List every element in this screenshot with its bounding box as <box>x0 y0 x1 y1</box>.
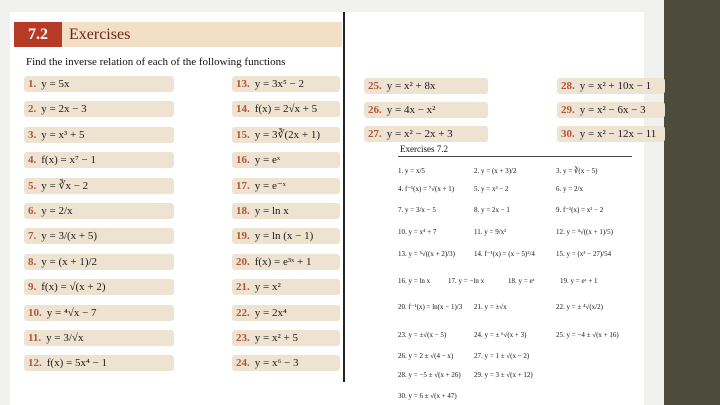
answer-item: 27. y = 1 ± √(x − 2) <box>474 352 530 360</box>
exercise-function: y = x² + 8x <box>386 80 436 92</box>
exercise-number: 8. <box>28 255 37 268</box>
answer-item: 8. y = 2x − 1 <box>474 206 510 214</box>
exercise-function: y = x² + 10x − 1 <box>579 80 652 92</box>
exercise-number: 21. <box>236 281 250 294</box>
answer-item: 9. f⁻¹(x) = x² − 2 <box>556 206 604 214</box>
exercise-item <box>232 254 340 270</box>
exercise-function: y = 3∛(2x + 1) <box>254 128 320 141</box>
exercise-item <box>232 178 340 194</box>
exercise-number: 28. <box>561 80 575 92</box>
exercise-function: y = ln (x − 1) <box>254 230 314 243</box>
exercise-item <box>557 126 665 142</box>
answer-item: 26. y = 2 ± √(4 − x) <box>398 352 454 360</box>
exercise-item <box>232 228 340 244</box>
answer-item: 17. y = −ln x <box>448 277 485 285</box>
exercise-item <box>232 355 340 371</box>
answer-item: 5. y = x³ − 2 <box>474 185 509 193</box>
exercise-function: f(x) = 5x⁴ − 1 <box>46 357 107 370</box>
answer-item: 18. y = eˣ <box>508 277 535 285</box>
exercise-item <box>364 126 488 142</box>
exercise-function: y = 2/x <box>41 205 73 217</box>
answer-item: 12. y = ⁴√((x + 1)/5) <box>556 228 613 236</box>
exercise-number: 17. <box>236 179 250 192</box>
instruction-text: Find the inverse relation of each of the following functions <box>26 56 286 68</box>
exercise-function: y = ∛x − 2 <box>41 179 89 192</box>
exercise-function: y = 3/√x <box>46 332 84 344</box>
answer-item: 29. y = 3 ± √(x + 12) <box>474 371 533 379</box>
exercise-number: 4. <box>28 154 37 167</box>
exercise-number: 5. <box>28 179 37 192</box>
exercise-number: 27. <box>368 128 382 140</box>
exercise-number: 11. <box>28 332 42 344</box>
answer-item: 24. y = ± ⁶√(x + 3) <box>474 331 527 339</box>
exercise-item <box>24 228 174 244</box>
exercise-item <box>232 330 340 346</box>
exercise-item <box>24 101 174 117</box>
answer-item: 1. y = x/5 <box>398 167 425 175</box>
exercise-function: f(x) = x⁷ − 1 <box>41 154 96 167</box>
exercise-number: 10. <box>28 306 42 319</box>
exercise-function: y = ln x <box>254 205 289 217</box>
answer-item: 20. f⁻¹(x) = ln(x − 1)/3 <box>398 303 463 311</box>
answer-item: 16. y = ln x <box>398 277 431 285</box>
exercise-function: y = x⁶ − 3 <box>254 357 299 370</box>
answer-item: 19. y = eˣ + 1 <box>560 277 598 285</box>
exercise-item <box>24 203 174 219</box>
exercise-function: y = 2x⁴ <box>254 306 287 319</box>
exercise-function: y = eˣ <box>254 154 281 167</box>
exercise-function: y = x² − 6x − 3 <box>579 104 646 116</box>
answer-item: 13. y = ⁵√((x + 2)/3) <box>398 250 455 258</box>
exercise-number: 9. <box>28 281 37 294</box>
exercise-number: 18. <box>236 205 250 217</box>
answer-item: 15. y = (x³ − 27)/54 <box>556 250 612 258</box>
exercise-number: 16. <box>236 154 250 167</box>
exercise-item <box>232 101 340 117</box>
exercise-function: f(x) = √(x + 2) <box>41 281 106 294</box>
exercise-item <box>24 279 174 295</box>
answer-item: 3. y = ∛(x − 5) <box>556 167 598 175</box>
exercise-function: y = 2x − 3 <box>41 103 87 116</box>
exercise-function: y = ⁴√x − 7 <box>46 306 97 319</box>
answers-heading: Exercises 7.2 <box>400 144 448 154</box>
answer-item: 23. y = ±√(x − 5) <box>398 331 447 339</box>
exercise-number: 15. <box>236 128 250 141</box>
section-header <box>14 22 342 47</box>
exercise-function: y = x² + 5 <box>254 332 298 344</box>
exercise-item <box>24 178 174 194</box>
exercise-item <box>557 102 665 118</box>
exercise-number: 20. <box>236 255 250 268</box>
answer-item: 25. y = −4 ± √(x + 16) <box>556 331 619 339</box>
exercise-function: y = x² <box>254 281 281 294</box>
exercise-function: y = 5x <box>41 78 70 90</box>
answer-item: 6. y = 2/x <box>556 185 583 193</box>
exercise-function: y = 3x⁵ − 2 <box>254 78 304 90</box>
exercise-function: y = e⁻ˣ <box>254 179 286 192</box>
answer-item: 4. f⁻¹(x) = ⁷√(x + 1) <box>398 185 455 193</box>
exercise-function: f(x) = 2√x + 5 <box>254 103 318 116</box>
exercise-function: y = x² − 12x − 11 <box>579 128 657 140</box>
exercise-item <box>232 279 340 295</box>
exercise-number: 2. <box>28 103 37 116</box>
exercise-item <box>364 78 488 94</box>
exercise-function: f(x) = e³ˣ + 1 <box>254 255 312 268</box>
exercise-number: 23. <box>236 332 250 344</box>
exercise-number: 7. <box>28 230 37 243</box>
answer-item: 14. f⁻¹(x) = (x − 5)²/4 <box>474 250 535 258</box>
section-number: 7.2 <box>14 22 62 47</box>
exercise-number: 29. <box>561 104 575 116</box>
exercise-number: 1. <box>28 78 37 90</box>
exercise-number: 30. <box>561 128 575 140</box>
answer-item: 22. y = ± ⁴√(x/2) <box>556 303 603 311</box>
answer-item: 10. y = x⁴ + 7 <box>398 228 437 236</box>
section-title: Exercises <box>69 26 131 43</box>
exercise-item <box>557 78 665 94</box>
column-divider <box>343 12 345 382</box>
exercise-item <box>24 152 174 168</box>
exercise-number: 24. <box>236 357 250 370</box>
exercise-function: y = 4x − x² <box>386 104 436 116</box>
exercise-item <box>232 127 340 143</box>
exercise-item <box>24 76 174 92</box>
exercise-number: 22. <box>236 306 250 319</box>
exercise-number: 3. <box>28 128 37 141</box>
exercise-item <box>232 203 340 219</box>
exercise-function: y = x² − 2x + 3 <box>386 128 453 140</box>
exercise-number: 14. <box>236 103 250 116</box>
exercise-item <box>232 305 340 321</box>
exercise-item <box>232 152 340 168</box>
answer-item: 2. y = (x + 3)/2 <box>474 167 517 175</box>
answer-item: 11. y = 9/x² <box>474 228 507 236</box>
exercise-item <box>24 355 174 371</box>
answer-item: 21. y = ±√x <box>474 303 507 311</box>
exercise-number: 6. <box>28 205 37 217</box>
exercise-item <box>24 305 174 321</box>
exercise-function: y = 3/(x + 5) <box>41 230 98 243</box>
answer-item: 28. y = −5 ± √(x + 26) <box>398 371 461 379</box>
answer-item: 7. y = 3/x − 5 <box>398 206 436 214</box>
answers-rule <box>398 156 632 157</box>
exercise-item <box>24 127 174 143</box>
exercise-number: 12. <box>28 357 42 370</box>
exercise-number: 19. <box>236 230 250 243</box>
exercise-number: 25. <box>368 80 382 92</box>
exercise-item <box>232 76 340 92</box>
slide-side-band <box>664 0 720 405</box>
exercise-item <box>24 330 174 346</box>
exercise-number: 26. <box>368 104 382 116</box>
exercise-item <box>24 254 174 270</box>
exercise-item <box>364 102 488 118</box>
exercise-function: y = (x + 1)/2 <box>41 255 98 268</box>
exercise-function: y = x³ + 5 <box>41 128 85 141</box>
answer-item: 30. y = 6 ± √(x + 47) <box>398 392 457 400</box>
exercise-number: 13. <box>236 78 250 90</box>
